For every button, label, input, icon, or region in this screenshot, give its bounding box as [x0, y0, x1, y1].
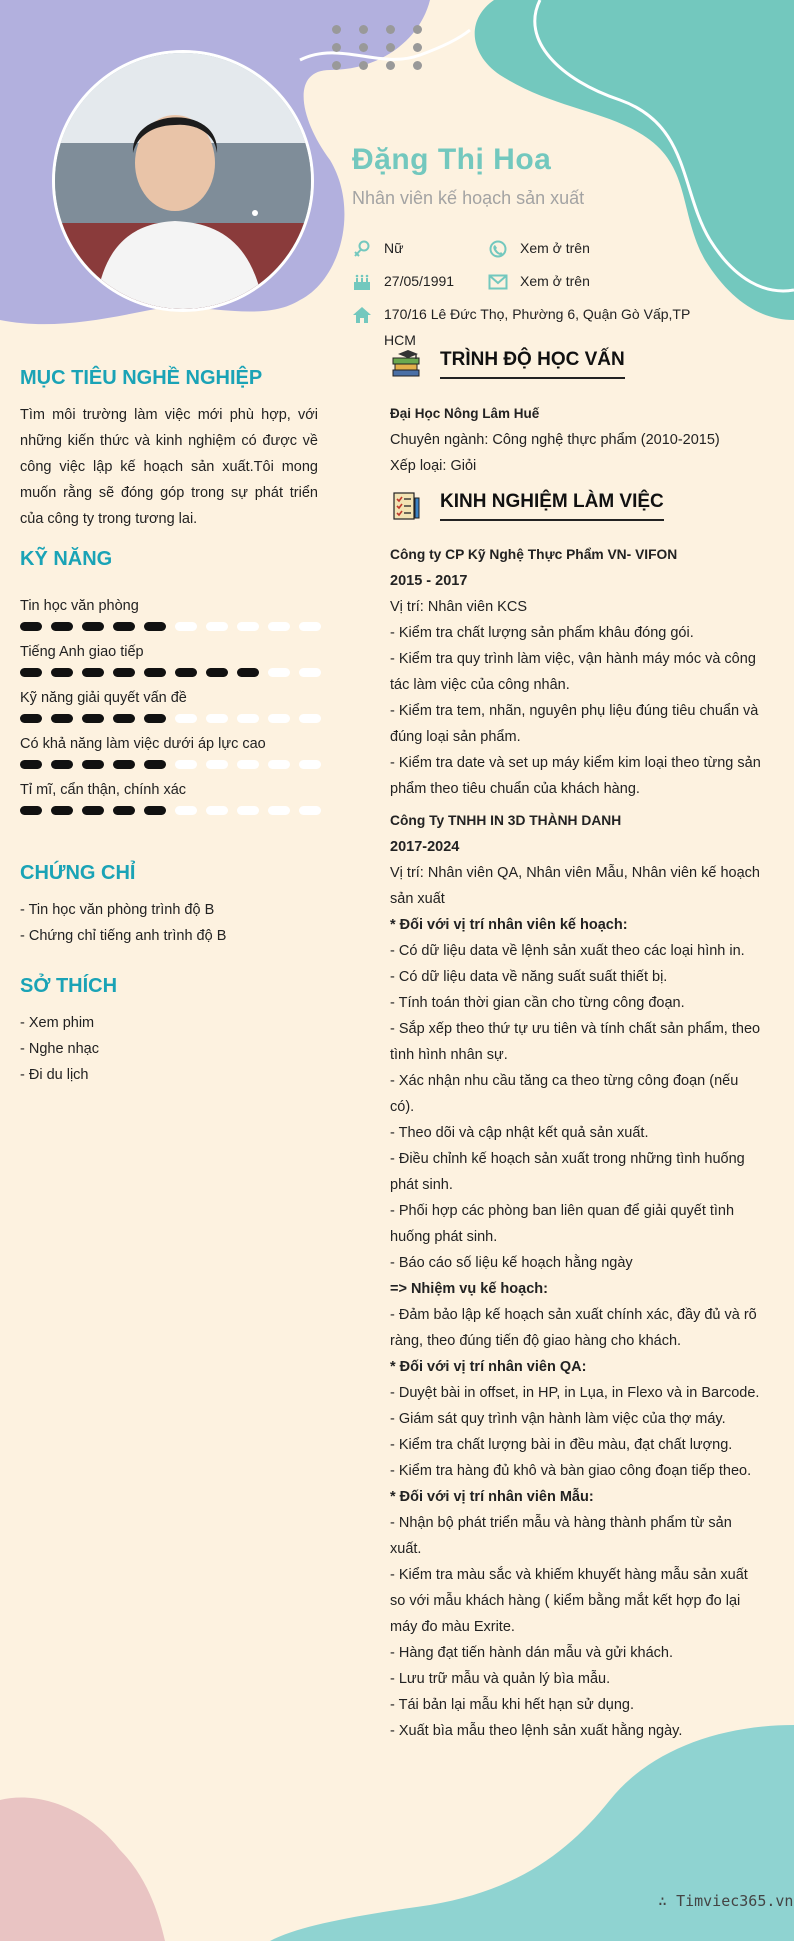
job-line: - Kiểm tra date và set up máy kiểm kim loại theo từng sản phẩm theo tiêu chuẩn của khách hàng.	[390, 755, 761, 797]
phone-icon	[488, 240, 510, 258]
gender-value: Nữ	[384, 240, 404, 256]
job-line: - Duyệt bài in offset, in HP, in Lụa, in Flexo và in Barcode.	[390, 1385, 760, 1401]
hobby-item: - Đi du lịch	[20, 1067, 89, 1083]
skill-dot-empty	[268, 668, 290, 677]
skill-dot-filled	[82, 714, 104, 723]
skill-dot-empty	[206, 806, 228, 815]
skill-dot-empty	[299, 806, 321, 815]
job-line: - Nhận bộ phát triển mẫu và hàng thành phẩm từ sản xuất.	[390, 1515, 732, 1557]
skill-level-bar	[20, 714, 320, 724]
skill-level-bar	[20, 760, 320, 770]
skill-dot-empty	[237, 714, 259, 723]
job-subheading: => Nhiệm vụ kế hoạch:	[390, 1281, 548, 1297]
job-line: - Theo dõi và cập nhật kết quả sản xuất.	[390, 1125, 649, 1141]
job-description	[390, 860, 766, 1744]
job-line: - Xác nhận nhu cầu tăng ca theo từng công đoạn (nếu có).	[390, 1073, 739, 1115]
job-line: - Đảm bảo lập kế hoạch sản xuất chính xác, đầy đủ và rõ ràng, theo đúng tiến độ giao hàng cho khách.	[390, 1307, 757, 1349]
skill-dot-empty	[206, 714, 228, 723]
skill-dot-filled	[113, 806, 135, 815]
job-line: - Kiểm tra hàng đủ khô và bàn giao công đoạn tiếp theo.	[390, 1463, 752, 1479]
skill-dot-empty	[299, 760, 321, 769]
job-line: - Hàng đạt tiến hành dán mẫu và gửi khách.	[390, 1645, 673, 1661]
skill-dot-empty	[268, 714, 290, 723]
skill-dot-filled	[113, 714, 135, 723]
phone-value: Xem ở trên	[520, 240, 590, 256]
experience-heading: KINH NGHIỆM LÀM VIỆC	[440, 491, 664, 521]
skill-dot-filled	[20, 760, 42, 769]
job-line: - Kiểm tra tem, nhãn, nguyên phụ liệu đúng tiêu chuẩn và đúng loại sản phẩm.	[390, 703, 759, 745]
skill-level-bar	[20, 622, 320, 632]
email-value: Xem ở trên	[520, 273, 590, 289]
email-row	[488, 273, 590, 294]
skill-dot-filled	[144, 714, 166, 723]
site-logo: ∴ Timviec365.vn	[658, 1892, 794, 1910]
skills-heading: KỸ NĂNG	[20, 548, 113, 570]
job-title: Nhân viên kế hoạch sản xuất	[352, 188, 585, 208]
job-period: 2017-2024	[390, 839, 460, 855]
job-line: Vị trí: Nhân viên QA, Nhân viên Mẫu, Nhân viên kế hoạch sản xuất	[390, 865, 760, 907]
skill-dot-filled	[144, 760, 166, 769]
skill-dot-filled	[20, 714, 42, 723]
skill-dot-empty	[175, 760, 197, 769]
hobby-item: - Nghe nhạc	[20, 1041, 99, 1057]
job-subheading: * Đối với vị trí nhân viên Mẫu:	[390, 1489, 594, 1505]
skill-dot-empty	[268, 622, 290, 631]
skill-dot-empty	[299, 668, 321, 677]
candidate-name: Đặng Thị Hoa	[352, 143, 552, 176]
skill-label: Kỹ năng giải quyết vấn đề	[20, 690, 187, 706]
job-entry	[390, 542, 766, 802]
job-company: Công Ty TNHH IN 3D THÀNH DANH	[390, 813, 622, 828]
job-line: - Giám sát quy trình vận hành làm việc của thợ máy.	[390, 1411, 726, 1427]
skill-dot-filled	[144, 668, 166, 677]
home-icon	[352, 306, 374, 324]
skill-label: Có khả năng làm việc dưới áp lực cao	[20, 736, 266, 752]
dob-value: 27/05/1991	[384, 273, 455, 289]
job-line: - Phối hợp các phòng ban liên quan để giải quyết tình huống phát sinh.	[390, 1203, 735, 1245]
gender-icon	[352, 240, 374, 258]
job-line: - Tính toán thời gian cần cho từng công đoạn.	[390, 995, 685, 1011]
skill-dot-filled	[51, 622, 73, 631]
skill-dot-filled	[206, 668, 228, 677]
education-heading: TRÌNH ĐỘ HỌC VẤN	[440, 349, 625, 379]
skill-dot-empty	[268, 760, 290, 769]
education-major: Chuyên ngành: Công nghệ thực phẩm (2010-2015)	[390, 432, 720, 448]
education-header	[390, 348, 625, 380]
skill-dot-filled	[20, 668, 42, 677]
skill-dot-filled	[113, 760, 135, 769]
job-line: Vị trí: Nhân viên KCS	[390, 599, 527, 615]
decorative-dots	[332, 25, 422, 75]
skill-label: Tiếng Anh giao tiếp	[20, 644, 144, 660]
education-details	[390, 401, 766, 479]
job-entry	[390, 808, 766, 1744]
envelope-icon	[488, 273, 510, 291]
job-line: - Xuất bìa mẫu theo lệnh sản xuất hằng ngày.	[390, 1723, 683, 1739]
skill-level-bar	[20, 806, 320, 816]
certificate-item: - Tin học văn phòng trình độ B	[20, 902, 215, 918]
address-line-2: HCM	[384, 332, 416, 348]
skill-dot-filled	[175, 668, 197, 677]
skill-dot-empty	[175, 622, 197, 631]
skill-dot-empty	[237, 806, 259, 815]
experience-header	[390, 490, 664, 522]
skill-dot-filled	[20, 622, 42, 631]
checklist-icon	[390, 490, 422, 522]
skill-dot-empty	[237, 622, 259, 631]
job-line: - Tái bản lại mẫu khi hết hạn sử dụng.	[390, 1697, 635, 1713]
skill-dot-empty	[299, 714, 321, 723]
address-line-1: 170/16 Lê Đức Thọ, Phường 6, Quận Gò Vấp,TP	[384, 306, 691, 322]
education-grade: Xếp loại: Giỏi	[390, 458, 477, 474]
skill-dot-filled	[82, 760, 104, 769]
education-school: Đại Học Nông Lâm Huế	[390, 406, 540, 421]
skill-dot-filled	[144, 806, 166, 815]
phone-row	[488, 240, 590, 261]
job-line: - Điều chỉnh kế hoạch sản xuất trong những tình huống phát sinh.	[390, 1151, 745, 1193]
site-logo-text: Timviec365.vn	[676, 1892, 794, 1910]
certificate-item: - Chứng chỉ tiếng anh trình độ B	[20, 928, 227, 944]
dob-row	[352, 273, 454, 294]
job-line: - Kiểm tra chất lượng sản phẩm khâu đóng gói.	[390, 625, 694, 641]
job-line: - Kiểm tra màu sắc và khiếm khuyết hàng mẫu sản xuất so với mẫu khách hàng ( kiểm bằng mắt kết hợp đo lại máy đo màu Exrite.	[390, 1567, 748, 1635]
job-line: - Có dữ liệu data về lệnh sản xuất theo các loại hình in.	[390, 943, 745, 959]
job-subheading: * Đối với vị trí nhân viên QA:	[390, 1359, 587, 1375]
skill-dot-filled	[51, 714, 73, 723]
job-subheading: * Đối với vị trí nhân viên kế hoạch:	[390, 917, 628, 933]
skill-label: Tỉ mĩ, cẩn thận, chính xác	[20, 782, 187, 798]
job-line: - Sắp xếp theo thứ tự ưu tiên và tính chất sản phẩm, theo tình hình nhân sự.	[390, 1021, 761, 1063]
skill-dot-filled	[82, 668, 104, 677]
hobbies-heading: SỞ THÍCH	[20, 975, 118, 997]
skill-level-bar	[20, 668, 320, 678]
skill-label: Tin học văn phòng	[20, 598, 139, 614]
skill-dot-filled	[113, 668, 135, 677]
skill-dot-empty	[237, 760, 259, 769]
profile-photo	[52, 50, 314, 312]
job-line: - Có dữ liệu data về năng suất suất thiết bị.	[390, 969, 668, 985]
skill-dot-empty	[268, 806, 290, 815]
birthday-cake-icon	[352, 273, 374, 291]
job-description	[390, 594, 766, 802]
job-line: - Báo cáo số liệu kế hoạch hằng ngày	[390, 1255, 633, 1271]
skill-dot-empty	[175, 714, 197, 723]
job-line: - Kiểm tra chất lượng bài in đều màu, đạt chất lượng.	[390, 1437, 733, 1453]
objective-text: Tìm môi trường làm việc mới phù hợp, với những kiến thức và kinh nghiệm có được về công việc lập kế hoạch sản xuất.Tôi mong muốn rằng sẽ đóng góp trong sự phát triển của công ty trong tương lai.	[20, 407, 318, 527]
certificates-heading: CHỨNG CHỈ	[20, 862, 136, 884]
skill-dot-empty	[175, 806, 197, 815]
skill-dot-empty	[299, 622, 321, 631]
job-line: - Kiểm tra quy trình làm việc, vận hành máy móc và công tác làm việc của công nhân.	[390, 651, 756, 693]
skill-dot-empty	[206, 622, 228, 631]
skill-dot-filled	[82, 622, 104, 631]
objective-heading: MỤC TIÊU NGHỀ NGHIỆP	[20, 367, 263, 389]
skill-dot-filled	[20, 806, 42, 815]
job-line: - Lưu trữ mẫu và quản lý bìa mẫu.	[390, 1671, 611, 1687]
skill-dot-filled	[144, 622, 166, 631]
job-company: Công ty CP Kỹ Nghệ Thực Phẩm VN- VIFON	[390, 547, 678, 562]
skill-dot-filled	[51, 668, 73, 677]
skill-dot-filled	[51, 760, 73, 769]
skill-dot-filled	[237, 668, 259, 677]
skill-dot-empty	[206, 760, 228, 769]
hobby-item: - Xem phim	[20, 1015, 95, 1031]
address-row	[352, 306, 690, 353]
gender-row	[352, 240, 403, 261]
books-icon	[390, 348, 422, 380]
job-period: 2015 - 2017	[390, 573, 468, 589]
skill-dot-filled	[113, 622, 135, 631]
skill-dot-filled	[51, 806, 73, 815]
skill-dot-filled	[82, 806, 104, 815]
